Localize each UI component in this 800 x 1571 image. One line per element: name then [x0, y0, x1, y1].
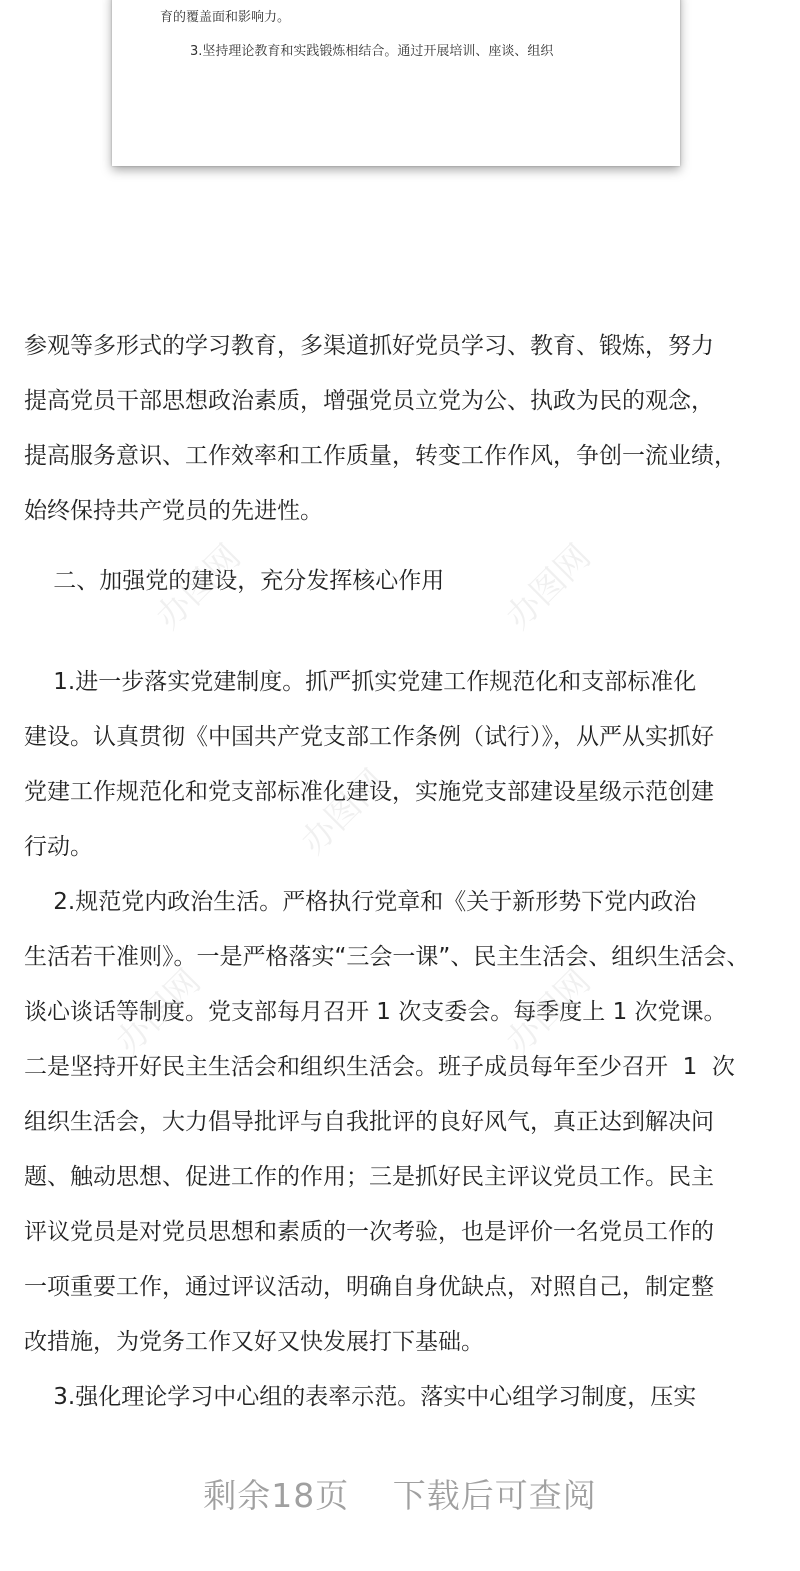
paragraph-line: 谈心谈话等制度。党支部每月召开 1 次支委会。每季度上 1 次党课。	[24, 999, 727, 1025]
paragraph-line: 参观等多形式的学习教育，多渠道抓好党员学习、教育、锻炼，努力	[24, 333, 714, 359]
download-prompt[interactable]	[0, 1470, 800, 1517]
paragraph-line: 1.进一步落实党建制度。抓严抓实党建工作规范化和支部标准化	[24, 669, 697, 695]
paragraph-line: 一项重要工作，通过评议活动，明确自身优缺点，对照自己，制定整	[24, 1274, 714, 1300]
remaining-pages-label: 剩余18页	[203, 1476, 350, 1515]
paragraph-line: 党建工作规范化和党支部标准化建设，实施党支部建设星级示范创建	[24, 779, 714, 805]
watermark: 办图网	[108, 961, 209, 1063]
paragraph-line: 提高党员干部思想政治素质，增强党员立党为公、执政为民的观念，	[24, 388, 714, 414]
paragraph-line: 改措施，为党务工作又好又快发展打下基础。	[24, 1329, 484, 1355]
paragraph-line: 建设。认真贯彻《中国共产党支部工作条例（试行）》，从严从实抓好	[24, 724, 714, 750]
paragraph-line: 行动。	[24, 834, 93, 860]
paragraph-line: 二是坚持开好民主生活会和组织生活会。班子成员每年至少召开 1 次	[24, 1054, 735, 1080]
previous-page-preview	[112, 0, 680, 166]
paragraph-line: 评议党员是对党员思想和素质的一次考验，也是评价一名党员工作的	[24, 1219, 714, 1245]
paragraph-line: 3.强化理论学习中心组的表率示范。落实中心组学习制度，压实	[24, 1384, 697, 1410]
section-heading: 二、加强党的建设，充分发挥核心作用	[24, 568, 445, 594]
paragraph-line: 始终保持共产党员的先进性。	[24, 498, 323, 524]
watermark: 办图网	[498, 961, 599, 1063]
paragraph-line: 题、触动思想、促进工作的作用；三是抓好民主评议党员工作。民主	[24, 1164, 714, 1190]
preview-line: 育的覆盖面和影响力。	[160, 10, 291, 25]
watermark: 办图网	[498, 536, 599, 638]
preview-line: 3.坚持理论教育和实践锻炼相结合。通过开展培训、座谈、组织	[190, 44, 554, 59]
paragraph-line: 提高服务意识、工作效率和工作质量，转变工作作风，争创一流业绩，	[24, 443, 737, 469]
paragraph-line: 2.规范党内政治生活。严格执行党章和《关于新形势下党内政治	[24, 889, 697, 915]
watermark: 办图网	[148, 536, 249, 638]
watermark: 办图网	[293, 761, 394, 863]
paragraph-line: 组织生活会，大力倡导批评与自我批评的良好风气，真正达到解决问	[24, 1109, 714, 1135]
download-hint-label: 下载后可查阅	[392, 1476, 597, 1515]
paragraph-line: 生活若干准则》。一是严格落实“三会一课”、民主生活会、组织生活会、	[24, 944, 750, 970]
